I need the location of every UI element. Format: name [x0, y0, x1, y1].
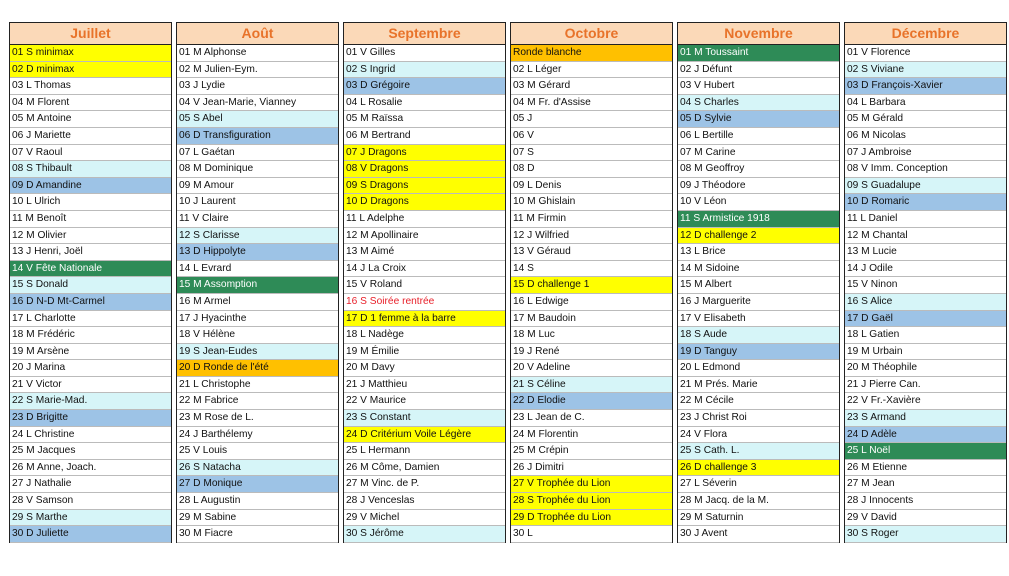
day-row: 24 V Flora: [678, 427, 839, 444]
day-row: 23 M Rose de L.: [177, 410, 338, 427]
day-row: 29 S Marthe: [10, 510, 171, 527]
day-row: 08 M Geoffroy: [678, 161, 839, 178]
day-row: 20 M Théophile: [845, 360, 1006, 377]
day-row: 28 L Augustin: [177, 493, 338, 510]
day-row: 17 D Gaël: [845, 311, 1006, 328]
day-row: 18 S Aude: [678, 327, 839, 344]
day-row: 23 S Constant: [344, 410, 505, 427]
day-row: 30 S Jérôme: [344, 526, 505, 543]
day-row: 25 L Noël: [845, 443, 1006, 460]
day-row: 16 S Alice: [845, 294, 1006, 311]
day-row: 15 S Donald: [10, 277, 171, 294]
day-row: 18 M Frédéric: [10, 327, 171, 344]
day-row: 13 L Brice: [678, 244, 839, 261]
day-row: 02 J Défunt: [678, 62, 839, 79]
day-row: 25 L Hermann: [344, 443, 505, 460]
day-row: 09 L Denis: [511, 178, 672, 195]
day-row: 29 D Trophée du Lion: [511, 510, 672, 527]
day-row: 30 S Roger: [845, 526, 1006, 543]
day-row: 15 M Assomption: [177, 277, 338, 294]
day-row: 27 D Monique: [177, 476, 338, 493]
day-row: 22 M Fabrice: [177, 393, 338, 410]
day-row: 03 D François-Xavier: [845, 78, 1006, 95]
day-row: 08 D: [511, 161, 672, 178]
day-row: 30 J Avent: [678, 526, 839, 543]
day-row: 12 M Apollinaire: [344, 228, 505, 245]
day-row: 16 S Soirée rentrée: [344, 294, 505, 311]
day-row: 20 D Ronde de l'été: [177, 360, 338, 377]
day-row: 30 M Fiacre: [177, 526, 338, 543]
day-row: 01 M Toussaint: [678, 45, 839, 62]
day-row: 25 V Louis: [177, 443, 338, 460]
day-row: 27 M Vinc. de P.: [344, 476, 505, 493]
day-row: 14 V Fête Nationale: [10, 261, 171, 278]
day-row: 22 V Fr.-Xavière: [845, 393, 1006, 410]
day-row: 21 M Prés. Marie: [678, 377, 839, 394]
day-row: 05 S Abel: [177, 111, 338, 128]
day-row: 01 V Gilles: [344, 45, 505, 62]
day-row: 29 V Michel: [344, 510, 505, 527]
day-row: 28 M Jacq. de la M.: [678, 493, 839, 510]
day-row: 22 S Marie-Mad.: [10, 393, 171, 410]
day-row: 23 L Jean de C.: [511, 410, 672, 427]
day-row: 16 D N-D Mt-Carmel: [10, 294, 171, 311]
month-header: Août: [177, 23, 338, 45]
day-row: 04 M Fr. d'Assise: [511, 95, 672, 112]
day-row: 14 M Sidoine: [678, 261, 839, 278]
day-row: 08 V Dragons: [344, 161, 505, 178]
day-row: 02 L Léger: [511, 62, 672, 79]
day-row: 05 M Gérald: [845, 111, 1006, 128]
month-column: [343, 22, 506, 543]
day-row: 10 D Romaric: [845, 194, 1006, 211]
day-row: 09 M Amour: [177, 178, 338, 195]
day-row: 11 S Armistice 1918: [678, 211, 839, 228]
day-row: 14 J La Croix: [344, 261, 505, 278]
day-row: 19 M Urbain: [845, 344, 1006, 361]
day-row: 17 V Elisabeth: [678, 311, 839, 328]
day-row: 11 V Claire: [177, 211, 338, 228]
month-header: Septembre: [344, 23, 505, 45]
day-row: 26 M Côme, Damien: [344, 460, 505, 477]
day-row: 26 J Dimitri: [511, 460, 672, 477]
month-column: [677, 22, 840, 543]
day-row: 15 M Albert: [678, 277, 839, 294]
day-row: 26 M Anne, Joach.: [10, 460, 171, 477]
day-row: 15 V Ninon: [845, 277, 1006, 294]
day-row: 10 M Ghislain: [511, 194, 672, 211]
day-row: 24 D Critérium Voile Légère: [344, 427, 505, 444]
day-row: 20 L Edmond: [678, 360, 839, 377]
month-column: [176, 22, 339, 543]
day-row: 17 L Charlotte: [10, 311, 171, 328]
day-row: 21 V Victor: [10, 377, 171, 394]
day-row: 07 L Gaétan: [177, 145, 338, 162]
day-row: 12 M Chantal: [845, 228, 1006, 245]
day-row: 10 V Léon: [678, 194, 839, 211]
month-header: Décembre: [845, 23, 1006, 45]
day-row: 19 M Arsène: [10, 344, 171, 361]
day-row: 24 L Christine: [10, 427, 171, 444]
day-row: 24 D Adèle: [845, 427, 1006, 444]
day-row: 18 L Nadège: [344, 327, 505, 344]
day-row: 25 M Jacques: [10, 443, 171, 460]
day-row: 03 D Grégoire: [344, 78, 505, 95]
day-row: 04 L Rosalie: [344, 95, 505, 112]
day-row: 05 M Antoine: [10, 111, 171, 128]
day-row: 02 S Viviane: [845, 62, 1006, 79]
day-row: 12 J Wilfried: [511, 228, 672, 245]
day-row: 21 L Christophe: [177, 377, 338, 394]
day-row: 04 L Barbara: [845, 95, 1006, 112]
day-row: 22 M Cécile: [678, 393, 839, 410]
day-row: 20 M Davy: [344, 360, 505, 377]
day-row: 19 J René: [511, 344, 672, 361]
day-row: 06 M Bertrand: [344, 128, 505, 145]
day-row: 23 D Brigitte: [10, 410, 171, 427]
day-row: 12 M Olivier: [10, 228, 171, 245]
day-row: 27 M Jean: [845, 476, 1006, 493]
day-row: 26 S Natacha: [177, 460, 338, 477]
day-row: 07 M Carine: [678, 145, 839, 162]
day-row: 27 V Trophée du Lion: [511, 476, 672, 493]
day-row: 14 L Evrard: [177, 261, 338, 278]
day-row: 05 J: [511, 111, 672, 128]
day-row: 05 D Sylvie: [678, 111, 839, 128]
day-row: 28 V Samson: [10, 493, 171, 510]
day-row: 24 M Florentin: [511, 427, 672, 444]
day-row: 13 M Aimé: [344, 244, 505, 261]
day-row: 16 L Edwige: [511, 294, 672, 311]
day-row: 26 D challenge 3: [678, 460, 839, 477]
day-row: 14 S: [511, 261, 672, 278]
day-row: 03 L Thomas: [10, 78, 171, 95]
day-row: 22 V Maurice: [344, 393, 505, 410]
day-row: 10 D Dragons: [344, 194, 505, 211]
day-row: 21 S Céline: [511, 377, 672, 394]
day-row: 01 V Florence: [845, 45, 1006, 62]
day-row: 09 S Dragons: [344, 178, 505, 195]
day-row: 03 M Gérard: [511, 78, 672, 95]
day-row: 18 L Gatien: [845, 327, 1006, 344]
day-row: 18 M Luc: [511, 327, 672, 344]
day-row: 01 M Alphonse: [177, 45, 338, 62]
day-row: 19 M Émilie: [344, 344, 505, 361]
day-row: 15 D challenge 1: [511, 277, 672, 294]
day-row: 12 D challenge 2: [678, 228, 839, 245]
day-row: 19 D Tanguy: [678, 344, 839, 361]
day-row: 07 S: [511, 145, 672, 162]
day-row: 22 D Elodie: [511, 393, 672, 410]
day-row: 23 S Armand: [845, 410, 1006, 427]
day-row: 08 V Imm. Conception: [845, 161, 1006, 178]
day-row: 15 V Roland: [344, 277, 505, 294]
day-row: 06 V: [511, 128, 672, 145]
day-row: 02 D minimax: [10, 62, 171, 79]
day-row: 13 M Lucie: [845, 244, 1006, 261]
day-row: 27 L Séverin: [678, 476, 839, 493]
day-row: 21 J Matthieu: [344, 377, 505, 394]
day-row: 25 M Crépin: [511, 443, 672, 460]
day-row: 08 M Dominique: [177, 161, 338, 178]
day-row: 14 J Odile: [845, 261, 1006, 278]
day-row: 29 M Saturnin: [678, 510, 839, 527]
day-row: 10 L Ulrich: [10, 194, 171, 211]
day-row: 30 L: [511, 526, 672, 543]
day-row: 02 S Ingrid: [344, 62, 505, 79]
day-row: 25 S Cath. L.: [678, 443, 839, 460]
day-row: 28 J Venceslas: [344, 493, 505, 510]
month-column: [9, 22, 172, 543]
day-row: 01 S minimax: [10, 45, 171, 62]
day-row: 11 L Adelphe: [344, 211, 505, 228]
day-row: 06 D Transfiguration: [177, 128, 338, 145]
day-row: 09 J Théodore: [678, 178, 839, 195]
month-column: [844, 22, 1007, 543]
day-row: 17 M Baudoin: [511, 311, 672, 328]
day-row: 21 J Pierre Can.: [845, 377, 1006, 394]
day-row: 20 J Marina: [10, 360, 171, 377]
day-row: 18 V Hélène: [177, 327, 338, 344]
day-row: 11 M Firmin: [511, 211, 672, 228]
day-row: 04 M Florent: [10, 95, 171, 112]
day-row: 12 S Clarisse: [177, 228, 338, 245]
day-row: 19 S Jean-Eudes: [177, 344, 338, 361]
day-row: 06 J Mariette: [10, 128, 171, 145]
day-row: 04 S Charles: [678, 95, 839, 112]
day-row: 06 M Nicolas: [845, 128, 1006, 145]
day-row: 17 D 1 femme à la barre: [344, 311, 505, 328]
day-row: 28 J Innocents: [845, 493, 1006, 510]
day-row: 13 V Géraud: [511, 244, 672, 261]
day-row: 02 M Julien-Eym.: [177, 62, 338, 79]
day-row: 17 J Hyacinthe: [177, 311, 338, 328]
day-row: 20 V Adeline: [511, 360, 672, 377]
day-row: 27 J Nathalie: [10, 476, 171, 493]
day-row: 04 V Jean-Marie, Vianney: [177, 95, 338, 112]
month-column: [510, 22, 673, 543]
day-row: 29 V David: [845, 510, 1006, 527]
day-row: 29 M Sabine: [177, 510, 338, 527]
day-row: 05 M Raïssa: [344, 111, 505, 128]
day-row: 03 V Hubert: [678, 78, 839, 95]
day-row: 06 L Bertille: [678, 128, 839, 145]
month-header: Novembre: [678, 23, 839, 45]
day-row: 11 M Benoît: [10, 211, 171, 228]
day-row: Ronde blanche: [511, 45, 672, 62]
month-header: Octobre: [511, 23, 672, 45]
day-row: 16 J Marguerite: [678, 294, 839, 311]
day-row: 07 J Ambroise: [845, 145, 1006, 162]
day-row: 07 V Raoul: [10, 145, 171, 162]
day-row: 28 S Trophée du Lion: [511, 493, 672, 510]
day-row: 11 L Daniel: [845, 211, 1006, 228]
day-row: 13 D Hippolyte: [177, 244, 338, 261]
month-header: Juillet: [10, 23, 171, 45]
day-row: 08 S Thibault: [10, 161, 171, 178]
day-row: 09 S Guadalupe: [845, 178, 1006, 195]
day-row: 09 D Amandine: [10, 178, 171, 195]
day-row: 23 J Christ Roi: [678, 410, 839, 427]
day-row: 13 J Henri, Joël: [10, 244, 171, 261]
day-row: 03 J Lydie: [177, 78, 338, 95]
day-row: 10 J Laurent: [177, 194, 338, 211]
day-row: 07 J Dragons: [344, 145, 505, 162]
day-row: 26 M Etienne: [845, 460, 1006, 477]
day-row: 16 M Armel: [177, 294, 338, 311]
day-row: 24 J Barthélemy: [177, 427, 338, 444]
day-row: 30 D Juliette: [10, 526, 171, 543]
